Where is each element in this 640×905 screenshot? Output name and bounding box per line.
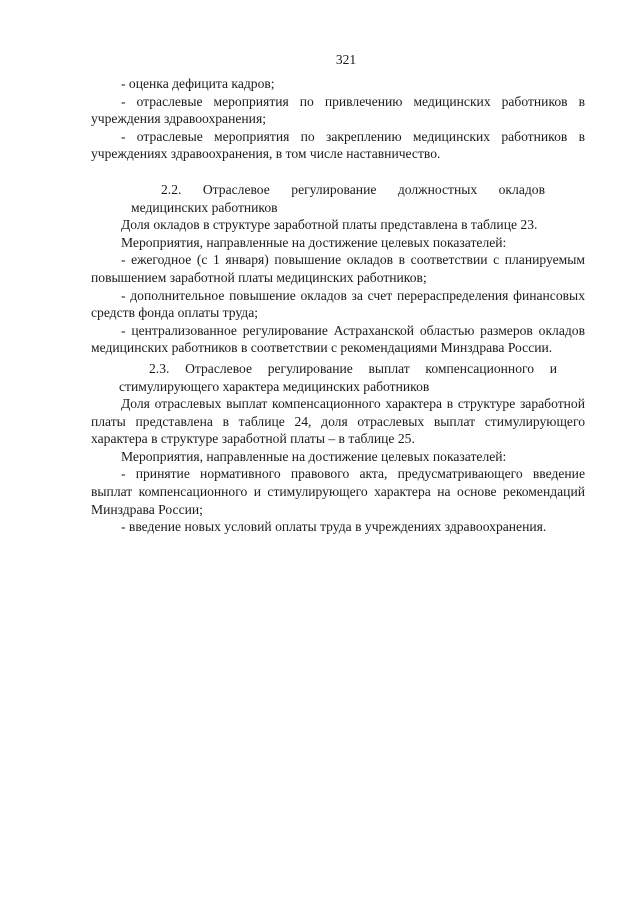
paragraph: Мероприятия, направленные на достижение целевых показателей: bbox=[121, 234, 507, 250]
list-item: - введение новых условий оплаты труда в учреждениях здравоохранения. bbox=[121, 519, 547, 535]
list-item: - оценка дефицита кадров; bbox=[121, 76, 275, 91]
section-heading: 2.3. Отраслевое регулирование выплат компенсационного и стимулирующего характера медицинских работников bbox=[119, 360, 557, 394]
paragraph: Доля окладов в структуре заработной платы представлена в таблице 23. bbox=[121, 217, 538, 233]
paragraph: Доля отраслевых выплат компенсационного характера в структуре заработной платы представлена в таблице 24, доля отраслевых выплат стимулирующего характера в структуре заработной платы – в таблице 25. bbox=[91, 396, 585, 447]
list-item: - принятие нормативного правового акта, предусматривающего введение выплат компенсационного и стимулирующего характера на основе рекомендаций Минздрава России; bbox=[91, 466, 585, 517]
list-item: - ежегодное (с 1 января) повышение окладов в соответствии с планируемым повышением заработной платы медицинских работников; bbox=[91, 252, 585, 285]
section-heading: 2.2. Отраслевое регулирование должностных окладов медицинских работников bbox=[131, 181, 545, 215]
document-body bbox=[91, 75, 585, 536]
list-item: - дополнительное повышение окладов за счет перераспределения финансовых средств фонда оплаты труда; bbox=[91, 287, 585, 321]
page-number: 321 bbox=[335, 52, 357, 67]
list-item: - отраслевые мероприятия по закреплению медицинских работников в учреждениях здравоохранения, в том числе наставничество. bbox=[91, 128, 585, 162]
list-item: - отраслевые мероприятия по привлечению медицинских работников в учреждения здравоохранения; bbox=[91, 93, 585, 127]
list-item: - централизованное регулирование Астраханской областью размеров окладов медицинских работников в соответствии с рекомендациями Минздрава России. bbox=[91, 322, 585, 356]
paragraph: Мероприятия, направленные на достижение целевых показателей: bbox=[121, 448, 507, 464]
